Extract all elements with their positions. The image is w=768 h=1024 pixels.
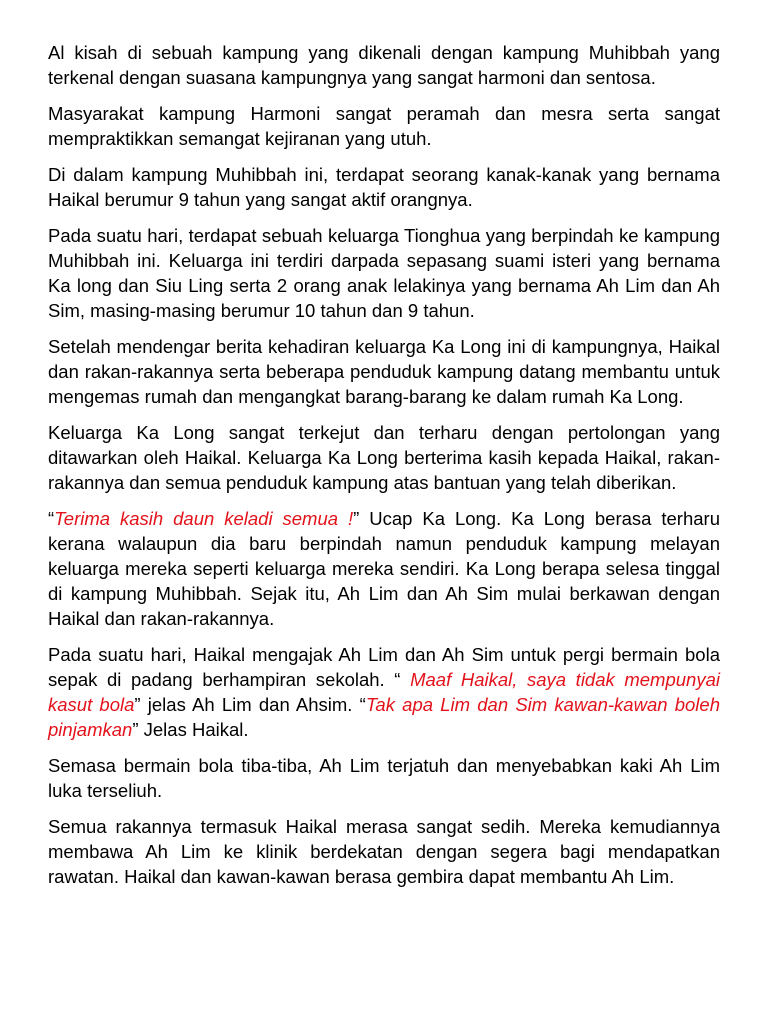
story-document <box>48 40 720 900</box>
paragraph-text: “ <box>48 508 55 529</box>
paragraph <box>48 162 720 212</box>
paragraph-text: Semua rakannya termasuk Haikal merasa sangat sedih. Mereka kemudiannya membawa Ah Lim ke klinik berdekatan dengan segera bagi mendapatkan rawatan. Haikal dan kawan-kawan berasa gembira dapat membantu Ah Lim. <box>48 816 720 887</box>
paragraph <box>48 420 720 495</box>
paragraph-text: Di dalam kampung Muhibbah ini, terdapat seorang kanak-kanak yang bernama Haikal berumur 9 tahun yang sangat aktif orangnya. <box>48 164 720 210</box>
paragraph-text: ” jelas Ah Lim dan Ahsim. “ <box>134 694 366 715</box>
paragraph <box>48 40 720 90</box>
paragraph-text: Semasa bermain bola tiba-tiba, Ah Lim terjatuh dan menyebabkan kaki Ah Lim luka terseliuh. <box>48 755 720 801</box>
dialogue-quote: Maaf Haikal, saya tidak mempunyai kasut bola <box>48 669 720 715</box>
paragraph-text: Al kisah di sebuah kampung yang dikenali dengan kampung Muhibbah yang terkenal dengan suasana kampungnya yang sangat harmoni dan sentosa. <box>48 42 720 88</box>
paragraph <box>48 814 720 889</box>
paragraph <box>48 642 720 742</box>
paragraph-text: ” Jelas Haikal. <box>132 719 249 740</box>
paragraph-text: Setelah mendengar berita kehadiran keluarga Ka Long ini di kampungnya, Haikal dan rakan-rakannya serta beberapa penduduk kampung datang membantu untuk mengemas rumah dan mengangkat barang-barang ke dalam rumah Ka Long. <box>48 336 720 407</box>
dialogue-quote: Terima kasih daun keladi semua ! <box>54 508 354 529</box>
paragraph-text: ” Ucap Ka Long. Ka Long berasa terharu kerana walaupun dia baru berpindah namun penduduk kampung melayan keluarga mereka seperti keluarga mereka sendiri. Ka Long berapa selesa tinggal di kampung Muhibbah. Sejak itu, Ah Lim dan Ah Sim mulai berkawan dengan Haikal dan rakan-rakannya. <box>48 508 720 629</box>
dialogue-quote: Tak apa Lim dan Sim kawan-kawan boleh pinjamkan <box>48 694 720 740</box>
paragraph <box>48 223 720 323</box>
paragraph-text: Pada suatu hari, terdapat sebuah keluarga Tionghua yang berpindah ke kampung Muhibbah ini. Keluarga ini terdiri darpada sepasang suami isteri yang bernama Ka long dan Siu Ling serta 2 orang anak lelakinya yang bernama Ah Lim dan Ah Sim, masing-masing berumur 10 tahun dan 9 tahun. <box>48 225 720 321</box>
paragraph <box>48 506 720 631</box>
paragraph-text: Keluarga Ka Long sangat terkejut dan terharu dengan pertolongan yang ditawarkan oleh Haikal. Keluarga Ka Long berterima kasih kepada Haikal, rakan-rakannya dan semua penduduk kampung atas bantuan yang telah diberikan. <box>48 422 720 493</box>
paragraph <box>48 753 720 803</box>
paragraph-text: Masyarakat kampung Harmoni sangat peramah dan mesra serta sangat mempraktikkan semangat kejiranan yang utuh. <box>48 103 720 149</box>
paragraph <box>48 334 720 409</box>
paragraph <box>48 101 720 151</box>
paragraph-text: Pada suatu hari, Haikal mengajak Ah Lim dan Ah Sim untuk pergi bermain bola sepak di padang berhampiran sekolah. “ <box>48 644 720 690</box>
